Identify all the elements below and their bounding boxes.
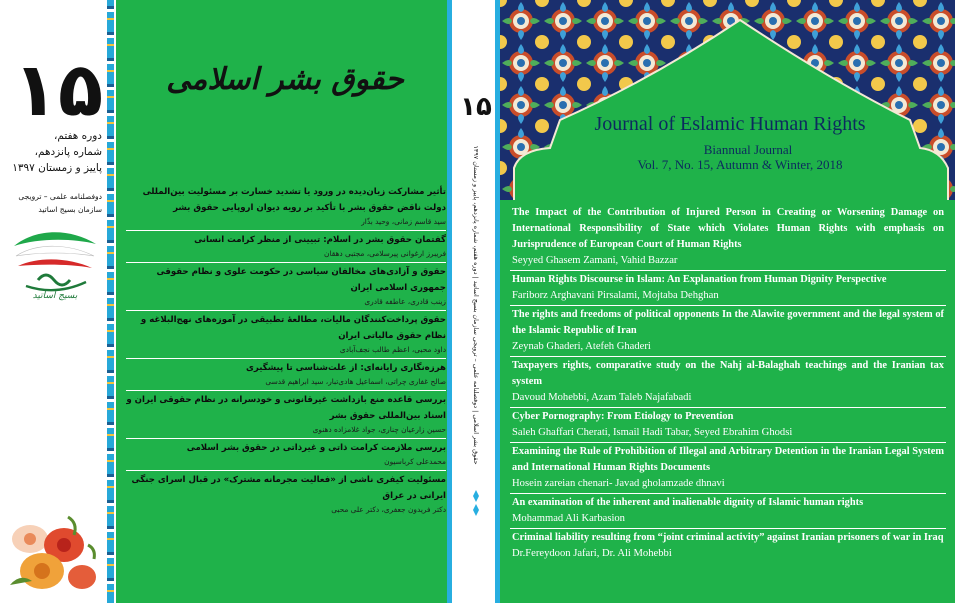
issue-info-line: دوره هفتم، [53,130,102,142]
article-authors: Zeynab Ghaderi, Atefeh Ghaderi [512,341,651,352]
article-authors: Seyyed Ghasem Zamani, Vahid Bazzar [512,255,678,266]
article-title: حقوق و آزادی‌های مخالفان سیاسی در حکومت علوی و نظام حقوقی جمهوری اسلامی ایران [156,267,446,293]
article-authors: داود محبی، اعظم طالب نجف‌آبادی [339,345,446,354]
book-spine [452,0,500,603]
article-title: بررسی قاعده منع بازداشت غیرقانونی و خودسرانه در نظام حقوقی ایران و اسناد بین‌المللی حقوق بشر [126,395,446,421]
article-title: Taxpayers rights, comparative study on the Nahj al-Balaghah teachings and the Iranian tax system [512,360,944,387]
article-authors: Davoud Mohebbi, Azam Taleb Najafabadi [512,392,692,403]
front-cover [500,0,955,603]
article-authors: Hosein zareian chenari- Javad gholamzade dhnavi [512,478,725,489]
issue-info [6,128,102,176]
spine-ornament-icon [465,488,487,518]
spine-issue-number: ۱۵ [460,92,492,122]
english-article-item [510,443,946,494]
issue-number-large: ۱۵ [12,47,104,133]
persian-article-list [126,183,446,518]
article-title: Cyber Pornography: From Etiology to Prevention [512,411,734,422]
back-cover [0,0,452,603]
article-authors: صالح غفاری چراتی، اسماعیل هادی‌تبار، سید ابراهیم قدسی [265,377,446,386]
tile-ornament-strip-icon [107,0,114,603]
english-article-list [510,204,946,563]
journal-title: Journal of Eslamic Human Rights [594,113,866,135]
persian-article-item [126,311,446,359]
article-authors: دکتر فریدون جعفری، دکتر علی محبی [331,505,446,514]
english-article-item [510,494,946,529]
publisher-line: سازمان بسیج اساتید [38,205,102,214]
issue-info-line: پاییز و زمستان ۱۳۹۷ [12,162,102,174]
article-authors: محمدعلی کرباسیون [384,457,446,466]
persian-article-item [126,263,446,311]
spine-text: حقوق بشر اسلامی | دوفصلنامه علمی – ترویجی سازمان بسیج اساتید | دوره هفتم، شماره پانزدهم، پاییز و زمستان ۱۳۹۷ [472,145,480,465]
grade-line: دوفصلنامه علمی – ترویجی [18,192,102,201]
article-title: گفتمان حقوق بشر در اسلام: تبیینی از منظر کرامت انسانی [194,235,446,245]
article-title: Human Rights Discourse in Islam: An Explanation from Human Dignity Perspective [512,274,887,285]
article-authors: زینب قادری، عاطفه قادری [364,297,446,306]
english-article-item [510,271,946,306]
article-title: Criminal liability resulting from “joint criminal activity” against Iranian prisoners of war in Iraq [512,532,944,543]
logo-lettering: بسیج اساتید [32,291,78,301]
article-title: بررسی ملازمت کرامت ذاتی و غیرذاتی در حقوق بشر اسلامی [186,443,446,453]
article-authors: Dr.Fereydoon Jafari, Dr. Ali Mohebbi [512,548,672,559]
flower-bouquet-icon [2,505,102,601]
article-authors: Saleh Ghaffari Cherati, Ismail Hadi Tabar, Seyed Ebrahim Ghodsi [512,427,793,438]
article-title: An examination of the inherent and inalienable dignity of Islamic human rights [512,497,864,508]
journal-grade [6,190,102,216]
article-authors: حسین زارعیان چناری، جواد غلامزاده دهنوی [312,425,446,434]
article-title: The rights and freedoms of political opponents In the Alawite government and the legal system of the Islamic Republic of Iran [512,309,944,336]
english-article-item [510,204,946,271]
english-article-item [510,529,946,563]
article-title: حقوق پرداخت‌کنندگان مالیات، مطالعهٔ تطبیقی در آموزه‌های نهج‌البلاغه و نظام حقوق مالیاتی ایران [140,315,446,341]
basij-asatid-logo-icon [8,222,102,302]
article-authors: فریبرز ارغوانی پیرسلامی، مجتبی دهقان [324,249,446,258]
persian-article-item [126,359,446,391]
persian-article-item [126,391,446,439]
persian-journal-title: حقوق بشر اسلامی [166,62,404,97]
english-article-item [510,306,946,357]
article-authors: سید قاسم زمانی، وحید بذّار [361,217,446,226]
article-authors: Fariborz Arghavani Pirsalami, Mojtaba Dehghan [512,290,719,301]
persian-article-item [126,439,446,471]
article-authors: Mohammad Ali Karbasion [512,513,625,524]
journal-volume: Vol. 7, No. 15, Autumn & Winter, 2018 [637,157,843,172]
spine-text-box [454,135,498,475]
persian-article-item [126,231,446,263]
journal-frequency: Biannual Journal [703,142,793,157]
english-article-item [510,408,946,443]
article-title: هرزه‌نگاری رایانه‌ای: از علت‌شناسی تا پیشگیری [246,363,446,373]
persian-article-item [126,183,446,231]
english-article-item [510,357,946,408]
issue-info-line: شماره پانزدهم، [34,146,102,158]
article-title: مسئولیت کیفری ناشی از «فعالیت مجرمانه مشترک» در قبال اسرای جنگی ایرانی در عراق [131,475,446,501]
persian-article-item [126,471,446,518]
article-title: تأثیر مشارکت زیان‌دیده در ورود یا تشدید خسارت بر مسئولیت بین‌المللی دولت ناقض حقوق بشر با تأکید بر رویه دیوان اروپایی حقوق بشر [142,187,446,213]
article-title: The Impact of the Contribution of Injured Person in Creating or Worsening Damage on International Responsibility of State which Violates Human Rights with emphasis on Jurisprudence of European Court of Human Rights [512,207,944,250]
article-title: Examining the Rule of Prohibition of Illegal and Arbitrary Detention in the Iranian Legal System and International Human Rights Documents [512,446,944,473]
